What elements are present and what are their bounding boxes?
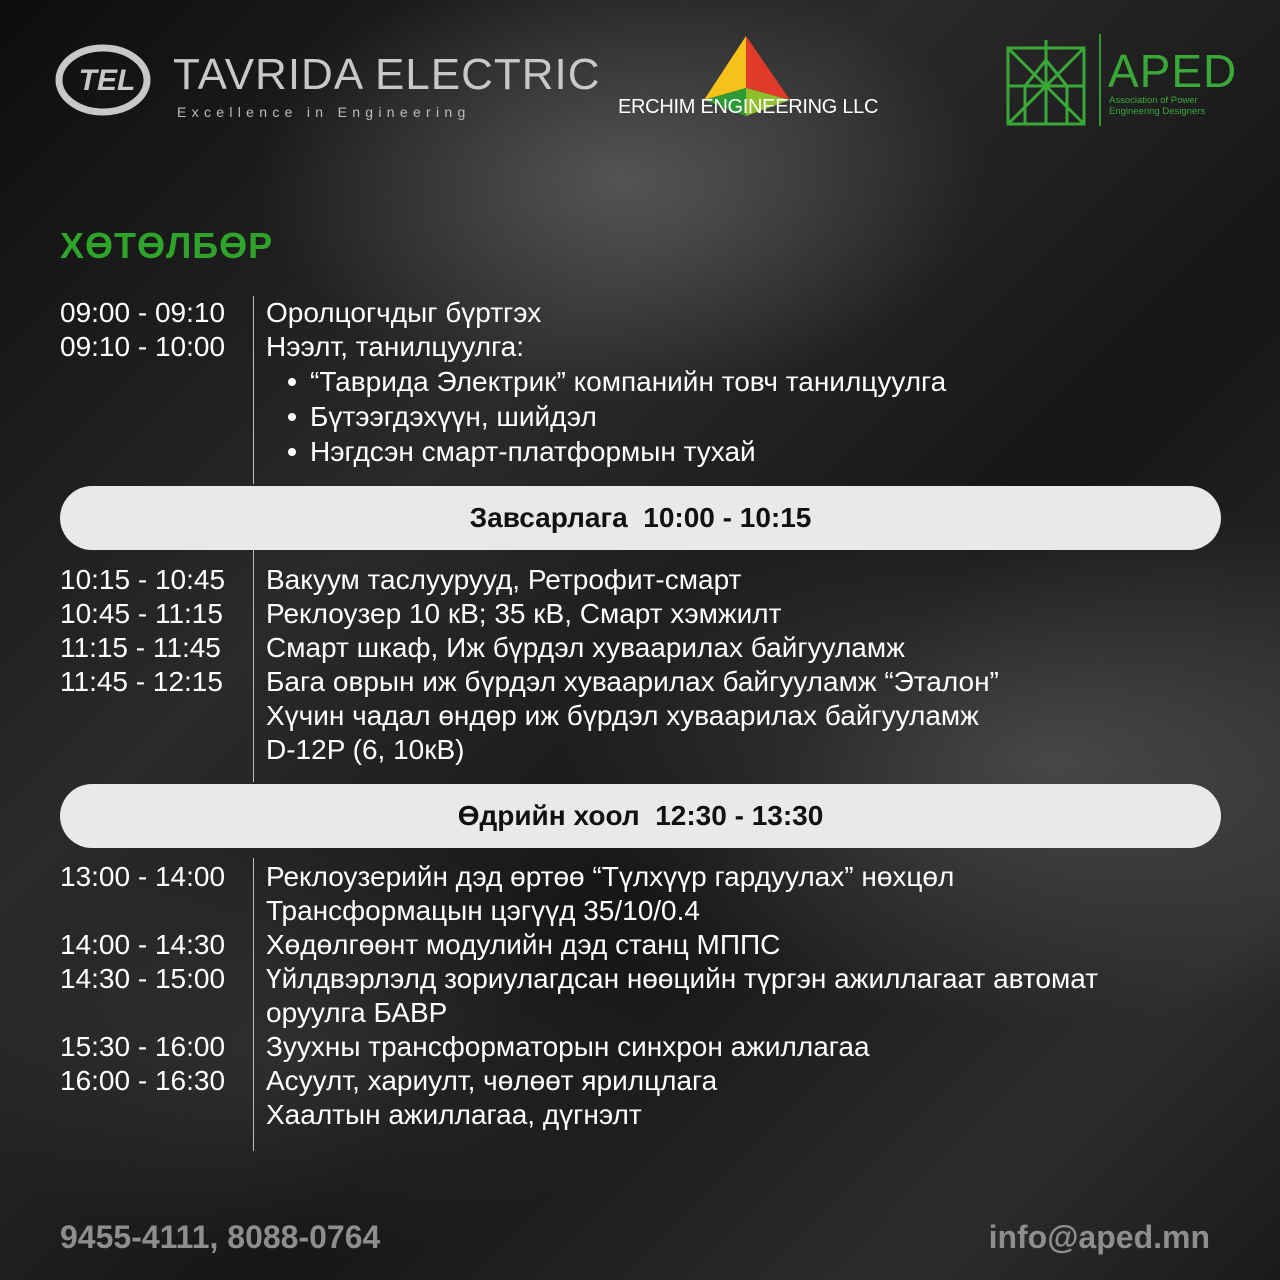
row-desc: Хаалтын ажиллагаа, дүгнэлт <box>266 1099 642 1130</box>
row-desc: Реклоузер 10 кВ; 35 кВ, Смарт хэмжилт <box>266 598 782 629</box>
schedule-row <box>60 665 999 767</box>
row-desc: Оролцогчдыг бүртгэх <box>266 297 542 328</box>
row-desc: Хүчин чадал өндөр иж бүрдэл хуваарилах байгууламж <box>266 700 979 731</box>
bullet-item: Бүтээгдэхүүн, шийдэл <box>288 399 946 434</box>
row-time: 11:15 - 11:45 <box>60 632 221 663</box>
tfl-logo-icon <box>55 38 155 118</box>
aped-divider <box>1099 34 1101 126</box>
aped-name: APED <box>1108 45 1238 97</box>
svg-text:TEL: TEL <box>78 64 136 97</box>
row-desc: D-12P (6, 10кВ) <box>266 734 465 765</box>
schedule-row <box>60 631 999 665</box>
aped-subtitle <box>1109 95 1205 117</box>
row-desc: Үйлдвэрлэлд зориулагдсан нөөцийн түргэн ажиллагаат автомат <box>266 963 1099 994</box>
bullet-item: “Таврида Электрик” компанийн товч танилцуулга <box>288 364 946 399</box>
tavrida-logo <box>55 38 601 128</box>
bullet-item: Нэгдсэн смарт-платформын тухай <box>288 434 946 469</box>
tavrida-tagline: Excellence in Engineering <box>177 104 471 120</box>
schedule-row <box>60 928 1098 962</box>
erchim-logo <box>612 34 902 124</box>
schedule-row <box>60 296 946 330</box>
row-desc: Асуулт, хариулт, чөлөөт ярилцлага <box>266 1065 718 1096</box>
schedule-session-3 <box>60 858 1098 1151</box>
erchim-name: ERCHIM ENGINEERING LLC <box>618 96 879 118</box>
row-desc: Трансформацын цэгүүд 35/10/0.4 <box>266 895 700 926</box>
aped-sub-line1: Association of Power <box>1109 95 1198 106</box>
schedule-row <box>60 597 999 631</box>
row-time: 10:45 - 11:15 <box>60 598 223 629</box>
row-time: 14:00 - 14:30 <box>60 929 226 960</box>
row-desc: Бага оврын иж бүрдэл хуваарилах байгууламж “Эталон” <box>266 666 999 697</box>
row-time: 16:00 - 16:30 <box>60 1065 226 1096</box>
timeline-divider <box>253 858 254 1151</box>
aped-logo-icon <box>1005 40 1087 126</box>
bullet-list <box>266 364 946 469</box>
aped-sub-line2: Engineering Designers <box>1109 106 1206 117</box>
row-time: 10:15 - 10:45 <box>60 564 226 595</box>
row-time: 13:00 - 14:00 <box>60 861 226 892</box>
row-desc: Зуухны трансформаторын синхрон ажиллагаа <box>266 1031 870 1062</box>
aped-logo <box>1005 34 1245 126</box>
row-time: 11:45 - 12:15 <box>60 666 223 697</box>
row-time: 09:10 - 10:00 <box>60 331 226 362</box>
schedule-row <box>60 1064 1098 1132</box>
schedule-session-2 <box>60 550 999 782</box>
row-desc: оруулга БАВР <box>266 997 448 1028</box>
row-time: 14:30 - 15:00 <box>60 963 226 994</box>
timeline-divider <box>253 296 254 484</box>
tavrida-name: TAVRIDA ELECTRIC <box>173 50 601 99</box>
row-time: 09:00 - 09:10 <box>60 297 226 328</box>
row-desc: Нээлт, танилцуулга: <box>266 331 525 362</box>
schedule-session-1 <box>60 296 946 484</box>
schedule-row <box>60 330 946 469</box>
row-desc: Хөдөлгөөнт модулийн дэд станц МППС <box>266 929 781 960</box>
lunch-banner: Өдрийн хоол 12:30 - 13:30 <box>60 784 1221 848</box>
contact-phone: 9455-4111, 8088-0764 <box>60 1219 381 1255</box>
schedule-row <box>60 563 999 597</box>
schedule-row <box>60 962 1098 1030</box>
timeline-divider <box>253 550 254 782</box>
page-title: ХӨТӨЛБӨР <box>60 225 274 266</box>
row-desc: Реклоузерийн дэд өртөө “Түлхүүр гардуулах” нөхцөл <box>266 861 955 892</box>
row-desc: Вакуум таслуурууд, Ретрофит-смарт <box>266 564 742 595</box>
schedule-row <box>60 860 1098 928</box>
break-banner: Завсарлага 10:00 - 10:15 <box>60 486 1221 550</box>
contact-email[interactable]: info@aped.mn <box>988 1219 1210 1255</box>
row-time: 15:30 - 16:00 <box>60 1031 226 1062</box>
schedule-row <box>60 1030 1098 1064</box>
row-desc: Смарт шкаф, Иж бүрдэл хуваарилах байгууламж <box>266 632 905 663</box>
